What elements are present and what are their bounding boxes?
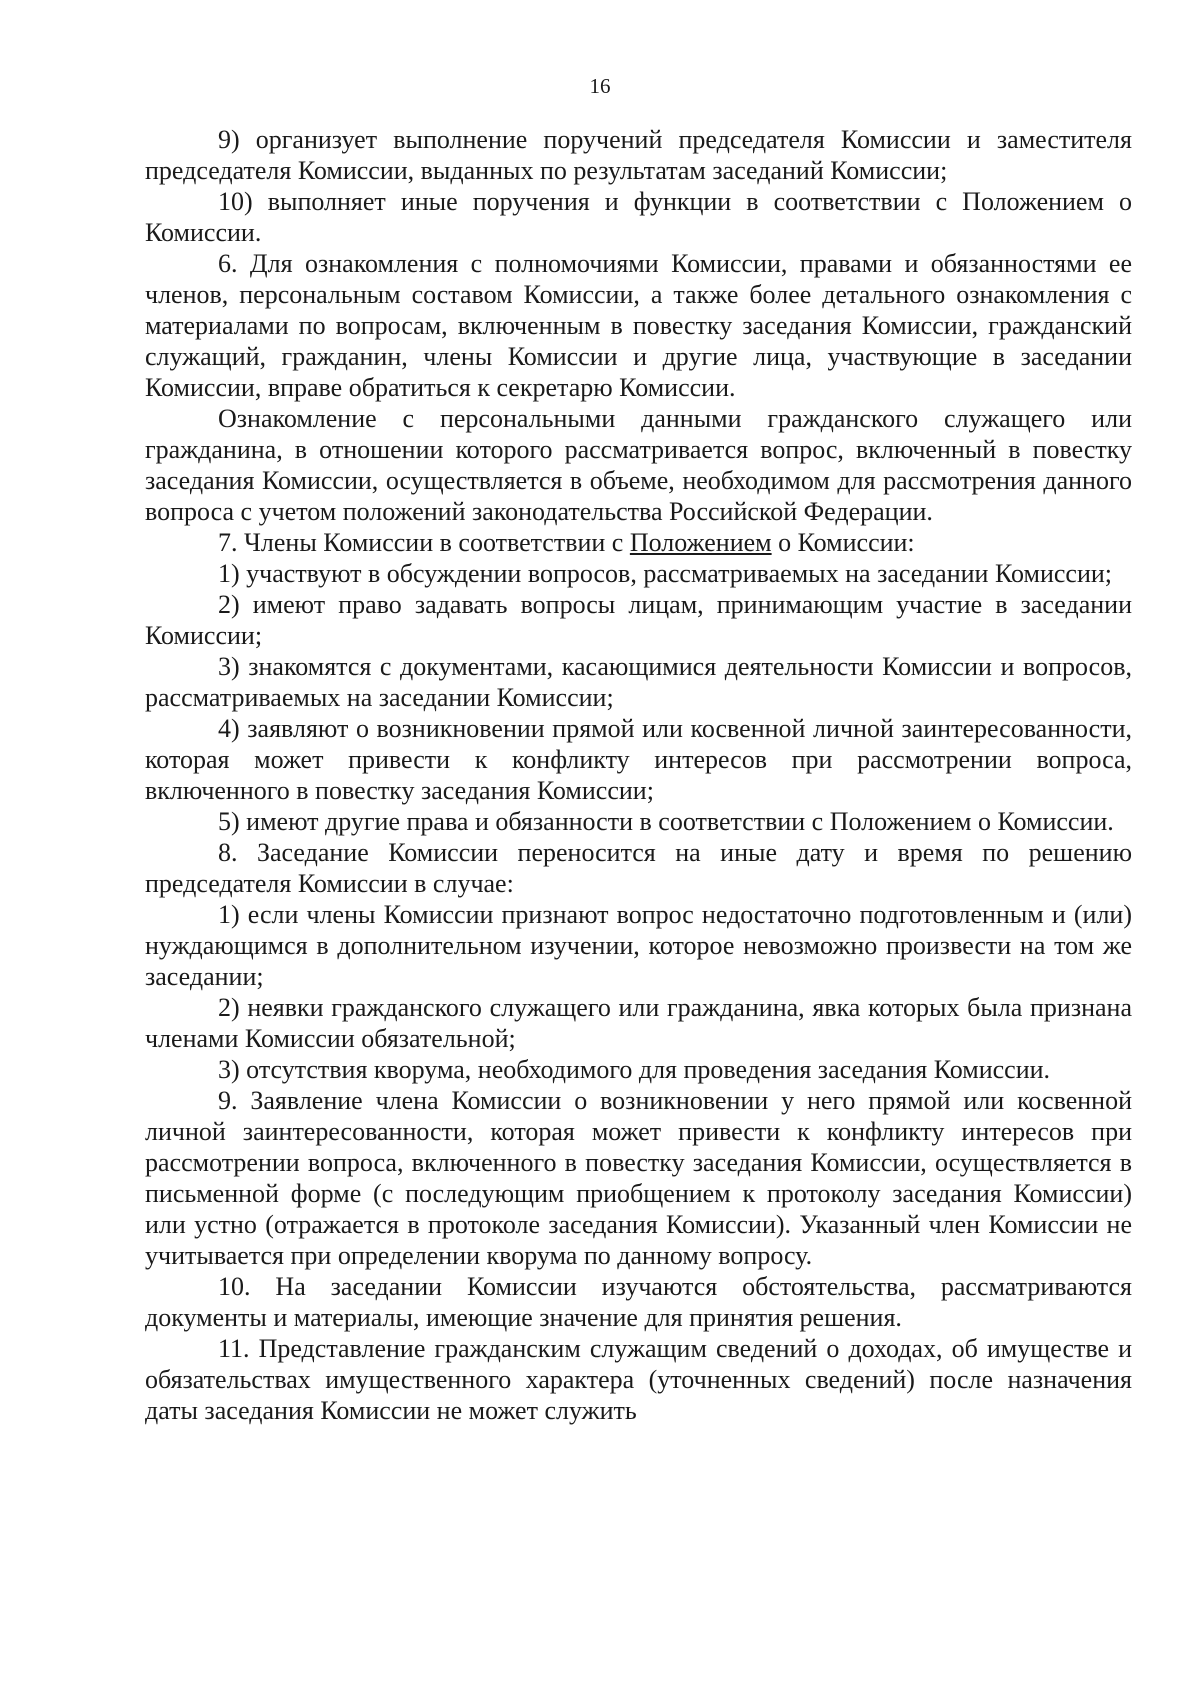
paragraph-7-4-declare-interest: 4) заявляют о возникновении прямой или косвенной личной заинтересованности, которая может привести к конфликту интересов при рассмотрении вопроса, включенного в повестку заседания Комиссии; [145,714,1132,805]
paragraph-7-text-after: о Комиссии: [771,528,915,557]
page-number: 16 [589,74,611,98]
paragraph-7-5-other-rights: 5) имеют другие права и обязанности в соответствии с Положением о Комиссии. [218,807,1114,836]
paragraph-7-1-participate: 1) участвуют в обсуждении вопросов, рассматриваемых на заседании Комиссии; [218,559,1112,588]
regulation-link[interactable]: Положением [629,528,772,557]
paragraph-9-organizes: 9) организует выполнение поручений председателя Комиссии и заместителя председателя Комиссии, выданных по результатам заседаний Комиссии; [145,125,1132,185]
paragraph-8-3-no-quorum: 3) отсутствия кворума, необходимого для проведения заседания Комиссии. [218,1055,1051,1084]
paragraph-7-3-review-documents: 3) знакомятся с документами, касающимися деятельности Комиссии и вопросов, рассматриваемых на заседании Комиссии; [145,652,1132,712]
paragraph-10-other-duties: 10) выполняет иные поручения и функции в соответствии с Положением о Комиссии. [145,187,1132,247]
paragraph-personal-data: Ознакомление с персональными данными гражданского служащего или гражданина, в отношении которого рассматривается вопрос, включенный в повестку заседания Комиссии, осуществляется в объеме, необходимом для рассмотрения данного вопроса с учетом положений законодательства Российской Федерации. [145,404,1132,526]
paragraph-7-2-ask-questions: 2) имеют право задавать вопросы лицам, принимающим участие в заседании Комиссии; [145,590,1132,650]
paragraph-9-statement: 9. Заявление члена Комиссии о возникновении у него прямой или косвенной личной заинтересованности, которая может привести к конфликту интересов при рассмотрении вопроса, включенного в повестку заседания Комиссии, осуществляется в письменной форме (с последующим приобщением к протоколу заседания Комиссии) или устно (отражается в протоколе заседания Комиссии). Указанный член Комиссии не учитывается при определении кворума по данному вопросу. [145,1086,1132,1270]
paragraph-8-2-absence: 2) неявки гражданского служащего или гражданина, явка которых была признана членами Комиссии обязательной; [145,993,1132,1053]
document-body [145,124,1132,1426]
paragraph-8-postponement: 8. Заседание Комиссии переносится на иные дату и время по решению председателя Комиссии в случае: [145,838,1132,898]
paragraph-7-members [145,527,1132,558]
paragraph-11-submission: 11. Представление гражданским служащим сведений о доходах, об имуществе и обязательствах имущественного характера (уточненных сведений) после назначения даты заседания Комиссии не может служить [145,1334,1132,1425]
paragraph-10-meeting-study: 10. На заседании Комиссии изучаются обстоятельства, рассматриваются документы и материалы, имеющие значение для принятия решения. [145,1272,1132,1332]
paragraph-8-1-insufficient: 1) если члены Комиссии признают вопрос недостаточно подготовленным и (или) нуждающимся в дополнительном изучении, которое невозможно произвести на том же заседании; [145,900,1132,991]
paragraph-6-familiarization: 6. Для ознакомления с полномочиями Комиссии, правами и обязанностями ее членов, персональным составом Комиссии, а также более детального ознакомления с материалами по вопросам, включенным в повестку заседания Комиссии, гражданский служащий, гражданин, члены Комиссии и другие лица, участвующие в заседании Комиссии, вправе обратиться к секретарю Комиссии. [145,249,1132,402]
paragraph-7-text-before: 7. Члены Комиссии в соответствии с [218,528,630,557]
